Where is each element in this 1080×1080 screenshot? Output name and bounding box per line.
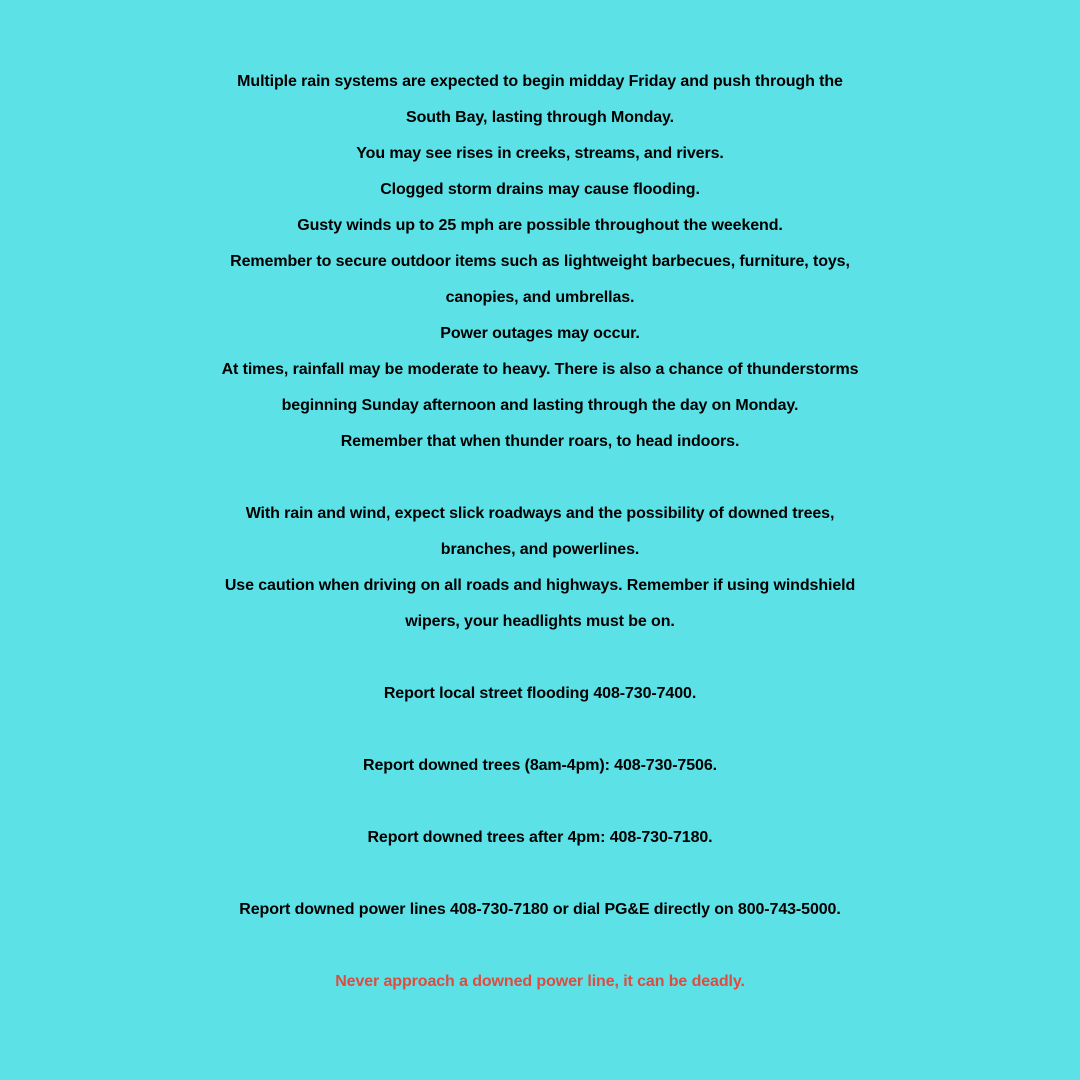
winds-line: Gusty winds up to 25 mph are possible throughout the weekend. [297,217,783,234]
spacer [0,712,1080,748]
storm-notice [0,64,1080,1000]
secure-items-line-2: canopies, and umbrellas. [445,289,635,306]
spacer [0,856,1080,892]
spacer [0,640,1080,676]
caution-line-2: wipers, your headlights must be on. [405,613,675,630]
rain-systems-line-1: Multiple rain systems are expected to begin midday Friday and push through the [237,73,843,90]
power-outages-line: Power outages may occur. [440,325,640,342]
report-power-lines-line: Report downed power lines 408-730-7180 or dial PG&E directly on 800-743-5000. [239,901,841,918]
slick-roads-line-1: With rain and wind, expect slick roadways and the possibility of downed trees, [245,505,835,522]
rain-systems-line-2: South Bay, lasting through Monday. [406,109,674,126]
spacer [0,460,1080,496]
spacer [0,784,1080,820]
caution-line-1: Use caution when driving on all roads and highways. Remember if using windshield [224,577,856,594]
rainfall-line-2: beginning Sunday afternoon and lasting through the day on Monday. [281,397,799,414]
secure-items-line-1: Remember to secure outdoor items such as lightweight barbecues, furniture, toys, [230,253,850,270]
report-trees-after-line: Report downed trees after 4pm: 408-730-7180. [367,829,713,846]
report-flooding-line: Report local street flooding 408-730-7400. [383,685,697,702]
report-trees-day-line: Report downed trees (8am-4pm): 408-730-7506. [363,757,717,774]
creeks-line: You may see rises in creeks, streams, and rivers. [356,145,724,162]
thunder-line: Remember that when thunder roars, to head indoors. [340,433,740,450]
rainfall-line-1: At times, rainfall may be moderate to heavy. There is also a chance of thunderstorms [221,361,859,378]
spacer [0,928,1080,964]
power-line-warning: Never approach a downed power line, it can be deadly. [335,973,745,990]
storm-drains-line: Clogged storm drains may cause flooding. [380,181,700,198]
slick-roads-line-2: branches, and powerlines. [440,541,640,558]
